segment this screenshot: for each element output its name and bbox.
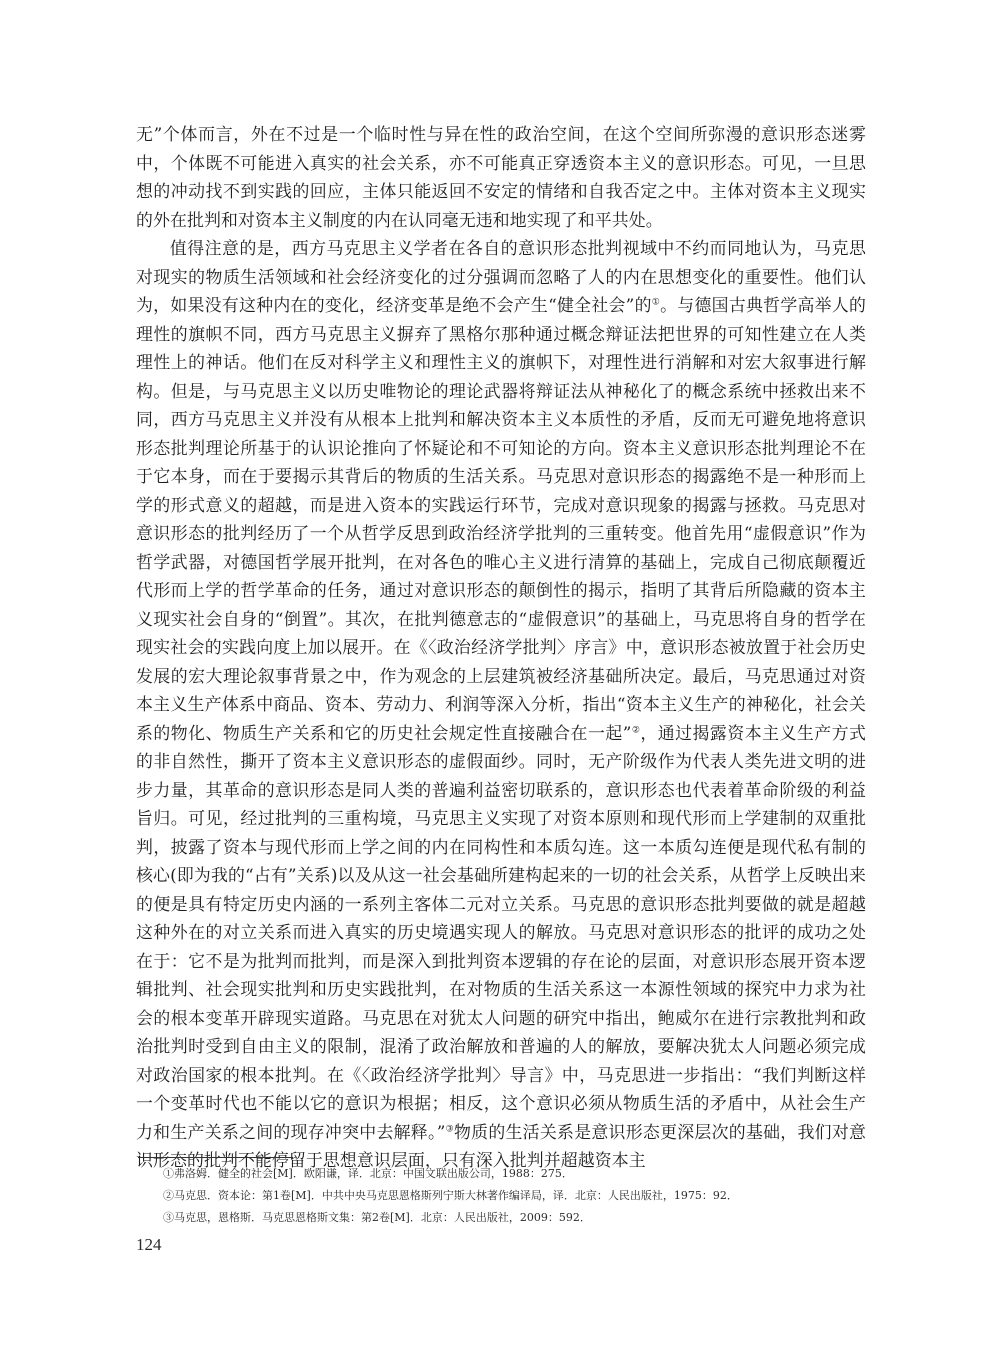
footnote-ref-1: ① [651, 297, 661, 308]
paragraph-2-seg-4: 物质的生活关系是意识形态更深层次的基础，我们对意识形态的批判不能停留于思想意识层面，只有深入批判并超越资本主 [136, 1121, 866, 1170]
footnote-divider [138, 1157, 293, 1158]
footnote-2: ②马克思．资本论：第1卷[M]．中共中央马克思恩格斯列宁斯大林著作编译局，译．北京：人民出版社，1975：92． [163, 1189, 738, 1202]
footnotes [163, 1163, 863, 1229]
paragraph-2-seg-3: ，通过揭露资本主义生产方式的非自然性，撕开了资本主义意识形态的虚假面纱。同时，无产阶级作为代表人类先进文明的进步力量，其革命的意识形态是同人类的普遍利益密切联系的，意识形态也代表着革命阶级的利益旨归。可见，经过批判的三重构境，马克思主义实现了对资本原则和现代形而上学建制的双重批判，披露了资本与现代形而上学之间的内在同构性和本质勾连。这一本质勾连便是现代私有制的核心(即为我的“占有”关系)以及从这一社会基础所建构起来的一切的社会关系，从哲学上反映出来的便是具有特定历史内涵的一系列主客体二元对立关系。马克思的意识形态批判要做的就是超越这种外在的对立关系而进入真实的历史境遇实现人的解放。马克思对意识形态的批评的成功之处在于：它不是为批判而批判，而是深入到批判资本逻辑的存在论的层面，对意识形态展开资本逻辑批判、社会现实批判和历史实践批判，在对物质的生活关系这一本源性领域的探究中力求为社会的根本变革开辟现实道路。马克思在对犹太人问题的研究中指出，鲍威尔在进行宗教批判和政治批判时受到自由主义的限制，混淆了政治解放和普遍的人的解放，要解决犹太人问题必须完成对政治国家的根本批判。在《〈政治经济学批判〉导言》中，马克思进一步指出：“我们判断这样一个变革时代也不能以它的意识为根据；相反，这个意识必须从物质生活的矛盾中，从社会生产力和生产关系之间的现存冲突中去解释。” [136, 722, 866, 1142]
paragraph-continued [136, 120, 866, 234]
footnote-1: ①弗洛姆．健全的社会[M]．欧阳谦，译．北京：中国文联出版公司，1988：275． [163, 1167, 573, 1180]
footnote-3: ③马克思，恩格斯．马克思恩格斯文集：第2卷[M]．北京：人民出版社，2009：592． [163, 1211, 591, 1224]
main-text [136, 120, 866, 1175]
page-number: 124 [136, 1235, 162, 1254]
footnote-ref-3: ③ [445, 1123, 454, 1134]
paragraph-2-seg-2: 。与德国古典哲学高举人的理性的旗帜不同，西方马克思主义摒弃了黑格尔那种通过概念辩证法把世界的可知性建立在人类理性上的神话。他们在反对科学主义和理性主义的旗帜下，对理性进行消解和对宏大叙事进行解构。但是，与马克思主义以历史唯物论的理论武器将辩证法从神秘化了的概念系统中拯救出来不同，西方马克思主义并没有从根本上批判和解决资本主义本质性的矛盾，反而无可避免地将意识形态批判理论所基于的认识论推向了怀疑论和不可知论的方向。资本主义意识形态批判理论不在于它本身，而在于要揭示其背后的物质的生活关系。马克思对意识形态的揭露绝不是一种形而上学的形式意义的超越，而是进入资本的实践运行环节，完成对意识现象的揭露与拯救。马克思对意识形态的批判经历了一个从哲学反思到政治经济学批判的三重转变。他首先用“虚假意识”作为哲学武器，对德国哲学展开批判，在对各色的唯心主义进行清算的基础上，完成自己彻底颠覆近代形而上学的哲学革命的任务，通过对意识形态的颠倒性的揭示，指明了其背后所隐藏的资本主义现实社会自身的“倒置”。其次，在批判德意志的“虚假意识”的基础上，马克思将自身的哲学在现实社会的实践向度上加以展开。在《〈政治经济学批判〉序言》中，意识形态被放置于社会历史发展的宏大理论叙事背景之中，作为观念的上层建筑被经济基础所决定。最后，马克思通过对资本主义生产体系中商品、资本、劳动力、利润等深入分析，指出“资本主义生产的神秘化，社会关系的物化、物质生产关系和它的历史社会规定性直接融合在一起” [136, 295, 867, 743]
paragraph-2-seg-1: 值得注意的是，西方马克思主义学者在各自的意识形态批判视域中不约而同地认为，马克思对现实的物质生活领域和社会经济变化的过分强调而忽略了人的内在思想变化的重要性。他们认为，如果没有这种内在的变化，经济变革是绝不会产生“健全社会”的 [136, 238, 866, 315]
footnote-ref-2: ② [631, 724, 641, 735]
paragraph-ideology-critique [136, 234, 866, 1175]
paragraph-1-text: 无”个体而言，外在不过是一个临时性与异在性的政治空间，在这个空间所弥漫的意识形态迷雾中，个体既不可能进入真实的社会关系，亦不可能真正穿透资本主义的意识形态。可见，一旦思想的冲动找不到实践的回应，主体只能返回不安定的情绪和自我否定之中。主体对资本主义现实的外在批判和对资本主义制度的内在认同毫无违和地实现了和平共处。 [136, 124, 866, 230]
